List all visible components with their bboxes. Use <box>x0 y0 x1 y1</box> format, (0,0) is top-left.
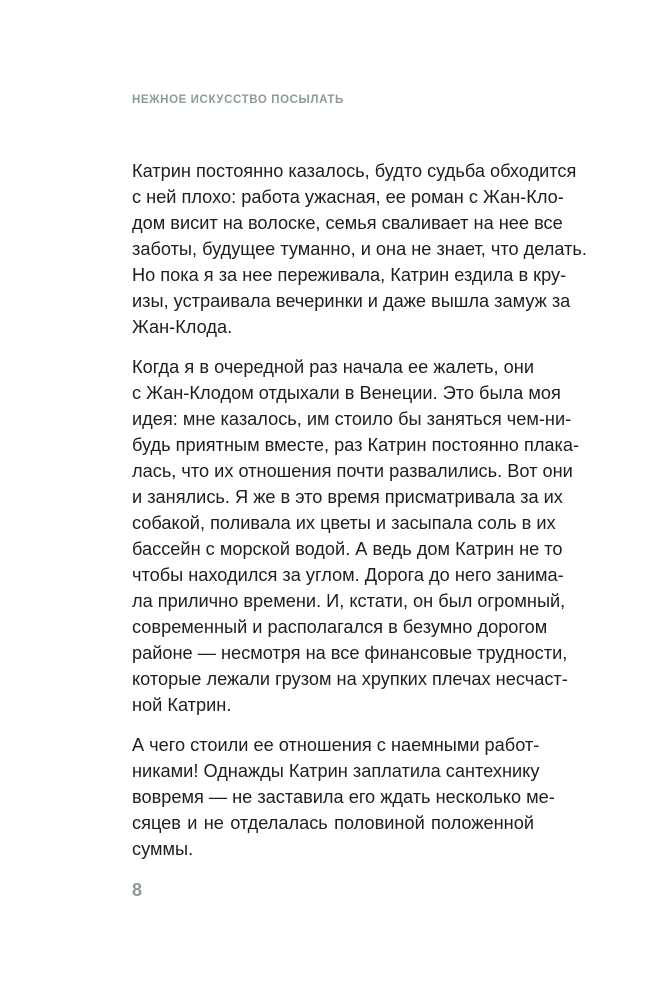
text-line: ной Катрин. <box>132 695 232 715</box>
page-number: 8 <box>132 880 143 900</box>
text-line: Но пока я за нее переживала, Катрин ездила в кру- <box>132 265 567 285</box>
text-line: идея: мне казалось, им стоило бы заняться чем-ни- <box>132 409 572 429</box>
text-line: районе — несмотря на все финансовые трудности, <box>132 643 568 663</box>
text-line: заботы, будущее туманно, и она не знает, что делать. <box>132 239 587 259</box>
text-line: бассейн с морской водой. А ведь дом Катрин не то <box>132 539 563 559</box>
text-line: собакой, поливала их цветы и засыпала соль в их <box>132 513 556 533</box>
running-head: НЕЖНОЕ ИСКУССТВО ПОСЫЛАТЬ <box>132 94 344 106</box>
text-line: и занялись. Я же в это время присматривала за их <box>132 487 563 507</box>
text-line: которые лежали грузом на хрупких плечах несчаст- <box>132 669 568 689</box>
text-line: суммы. <box>132 839 194 859</box>
text-line: ла прилично времени. И, кстати, он был огромный, <box>132 591 566 611</box>
text-line: Катрин постоянно казалось, будто судьба обходится <box>132 161 577 181</box>
text-line: А чего стоили ее отношения с наемными работ- <box>132 735 540 755</box>
text-line: лась, что их отношения почти развалились. Вот они <box>132 461 573 481</box>
text-line: сяцев и не отделалась половиной положенной <box>132 813 534 833</box>
text-line: Жан-Клода. <box>132 317 233 337</box>
text-line: никами! Однажды Катрин заплатила сантехнику <box>132 761 540 781</box>
text-line: вовремя — не заставила его ждать несколько ме- <box>132 787 555 807</box>
text-line: чтобы находился за углом. Дорога до него занима- <box>132 565 564 585</box>
text-line: Когда я в очередной раз начала ее жалеть, они <box>132 357 534 377</box>
text-line: будь приятным вместе, раз Катрин постоянно плака- <box>132 435 580 455</box>
text-line: изы, устраивала вечеринки и даже вышла замуж за <box>132 291 571 311</box>
text-line: с ней плохо: работа ужасная, ее роман с Жан-Кло- <box>132 187 564 207</box>
text-line: современный и располагался в безумно дорогом <box>132 617 548 637</box>
text-line: с Жан-Клодом отдыхали в Венеции. Это была моя <box>132 383 561 403</box>
text-line: дом висит на волоске, семья сваливает на нее все <box>132 213 563 233</box>
